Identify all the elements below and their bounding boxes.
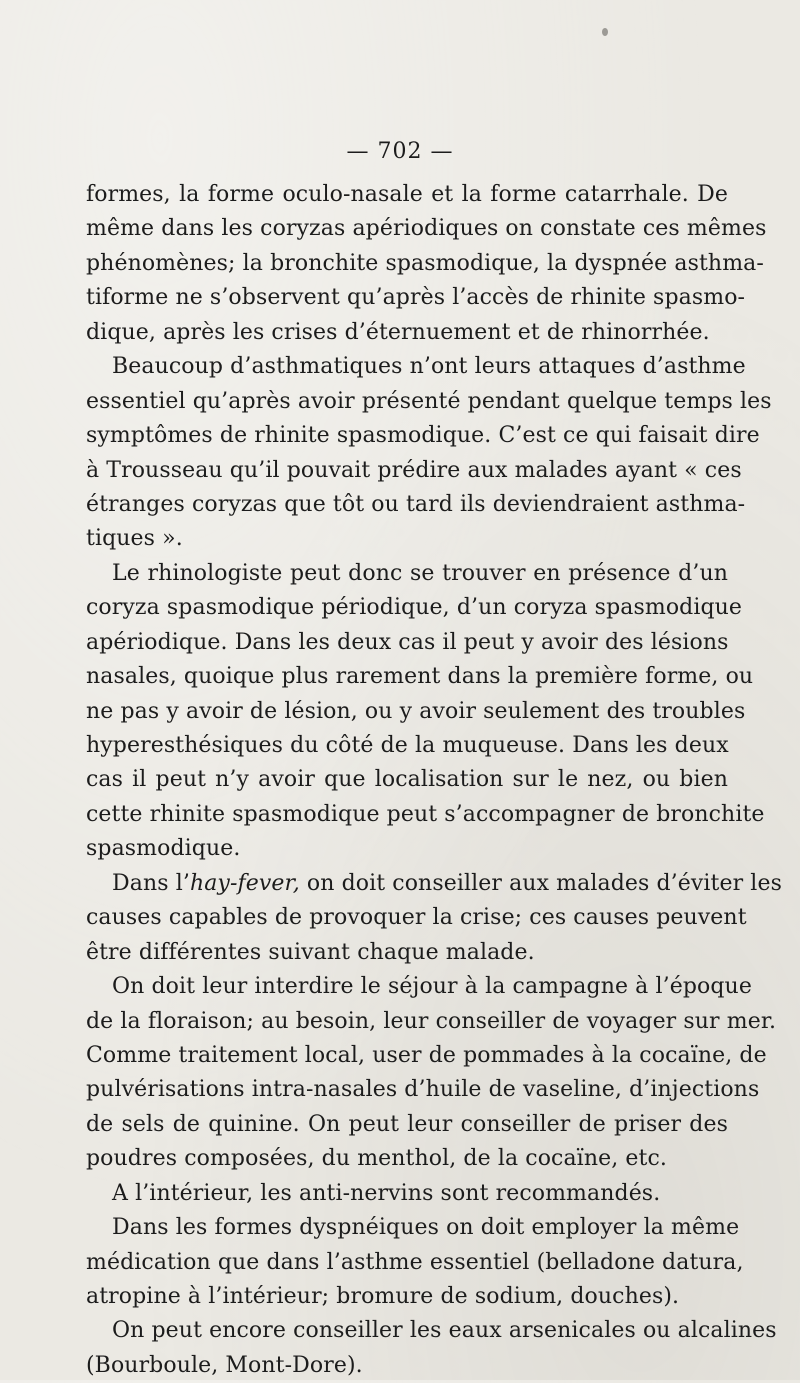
- text-line: tiforme ne s’observent qu’après l’accès de rhinite spasmo-: [86, 285, 746, 311]
- text-line: poudres composées, du menthol, de la cocaïne, etc.: [86, 1146, 667, 1172]
- text-line: médication que dans l’asthme essentiel (belladone datura,: [86, 1249, 744, 1275]
- text-line: On doit leur interdire le séjour à la campagne à l’époque: [112, 974, 752, 1000]
- page-number: — 702 —: [346, 139, 454, 164]
- text-line: Beaucoup d’asthmatiques n’ont leurs attaques d’asthme: [112, 354, 746, 380]
- text-line: causes capables de provoquer la crise; ces causes peuvent: [86, 905, 747, 931]
- text-line: dique, après les crises d’éternuement et de rhinorrhée.: [86, 319, 710, 345]
- text-line: pulvérisations intra-nasales d’huile de vaseline, d’injections: [86, 1077, 760, 1103]
- text-line: On peut encore conseiller les eaux arsenicales ou alcalines: [112, 1318, 777, 1344]
- text-line: cette rhinite spasmodique peut s’accompagner de bronchite: [86, 801, 765, 827]
- text-line: Comme traitement local, user de pommades à la cocaïne, de: [86, 1042, 767, 1068]
- text-line: de sels de quinine. On peut leur conseiller de priser des: [86, 1111, 728, 1137]
- hay-fever-term: hay-fever,: [189, 870, 300, 896]
- paper-speck: [602, 28, 608, 36]
- text-line: formes, la forme oculo-nasale et la forme catarrhale. De: [86, 182, 728, 207]
- text-line: phénomènes; la bronchite spasmodique, la dyspnée asthma-: [86, 250, 764, 276]
- text-line: essentiel qu’après avoir présenté pendant quelque temps les: [86, 388, 772, 414]
- text-line: apériodique. Dans les deux cas il peut y avoir des lésions: [86, 629, 729, 655]
- text-line: nasales, quoique plus rarement dans la première forme, ou: [86, 664, 754, 690]
- text-line: à Trousseau qu’il pouvait prédire aux malades ayant « ces: [86, 457, 742, 483]
- text-line: coryza spasmodique périodique, d’un coryza spasmodique: [86, 595, 743, 621]
- text-line: de la floraison; au besoin, leur conseiller de voyager sur mer.: [86, 1008, 777, 1034]
- body-text: [86, 178, 782, 1383]
- text-line: ne pas y avoir de lésion, ou y avoir seulement des troubles: [86, 698, 746, 724]
- text-line: atropine à l’intérieur; bromure de sodium, douches).: [86, 1284, 680, 1309]
- text-line: Dans les formes dyspnéiques on doit employer la même: [112, 1215, 740, 1241]
- text-line: symptômes de rhinite spasmodique. C’est ce qui faisait dire: [86, 423, 760, 449]
- hay-fever-prefix: Dans l’: [112, 870, 190, 896]
- text-line: spasmodique.: [86, 836, 241, 862]
- text-line: tiques ».: [86, 526, 183, 552]
- text-line: (Bourboule, Mont-Dore).: [86, 1352, 363, 1378]
- hay-fever-rest: on doit conseiller aux malades d’éviter les: [306, 870, 782, 896]
- text-line: A l’intérieur, les anti-nervins sont recommandés.: [112, 1180, 661, 1206]
- text-line: même dans les coryzas apériodiques on constate ces mêmes: [86, 216, 767, 242]
- text-line: étranges coryzas que tôt ou tard ils deviendraient asthma-: [86, 491, 746, 517]
- text-line: [86, 867, 782, 901]
- text-line: être différentes suivant chaque malade.: [86, 939, 535, 965]
- text-line: cas il peut n’y avoir que localisation sur le nez, ou bien: [86, 767, 728, 793]
- text-line: Le rhinologiste peut donc se trouver en présence d’un: [112, 560, 728, 586]
- text-line: hyperesthésiques du côté de la muqueuse. Dans les deux: [86, 733, 729, 758]
